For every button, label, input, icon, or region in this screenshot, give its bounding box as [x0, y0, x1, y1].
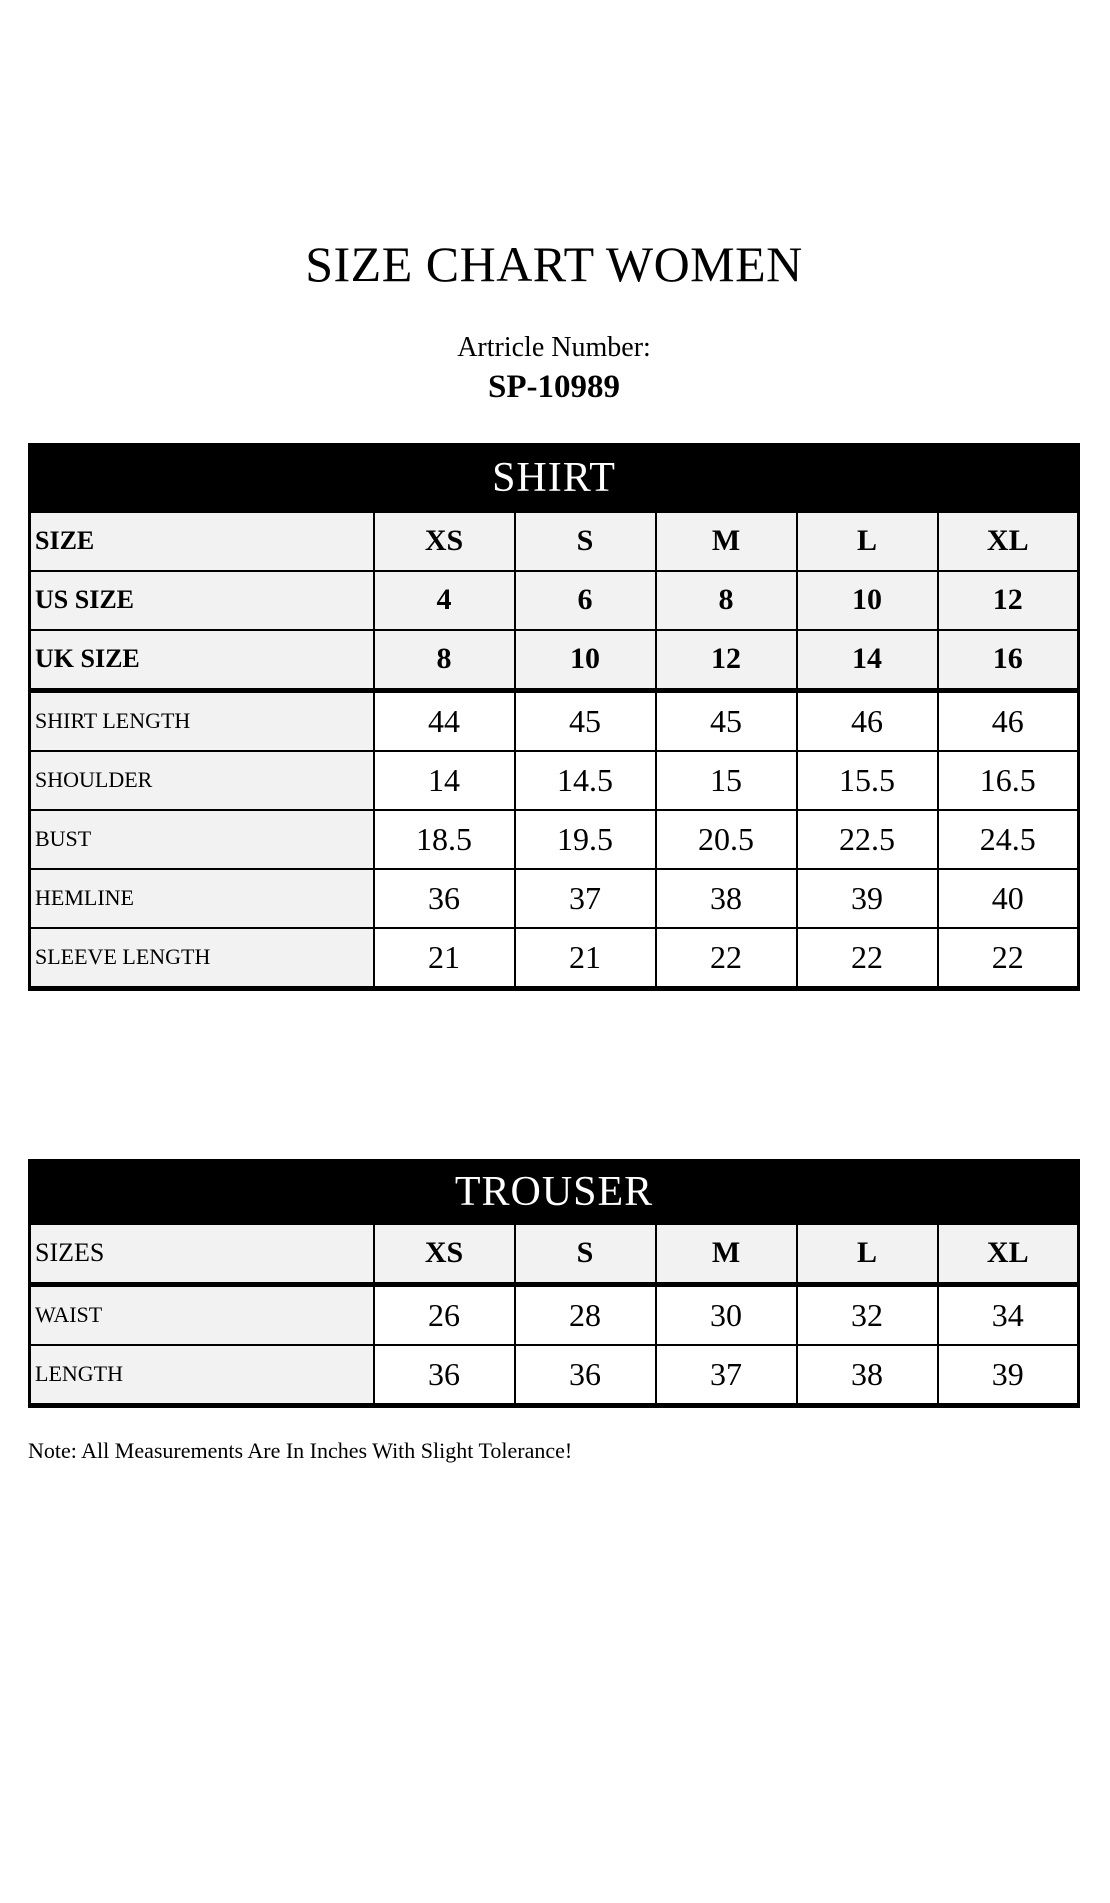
row-label: SIZES — [30, 1223, 374, 1284]
value-cell: 37 — [656, 1345, 797, 1406]
value-cell: XS — [374, 1223, 515, 1284]
row-label: SLEEVE LENGTH — [30, 928, 374, 989]
value-cell: 15.5 — [797, 751, 938, 810]
row-label: SHOULDER — [30, 751, 374, 810]
row-label: WAIST — [30, 1284, 374, 1345]
value-cell: 8 — [656, 571, 797, 630]
value-cell: 32 — [797, 1284, 938, 1345]
value-cell: 37 — [515, 869, 656, 928]
value-cell: 30 — [656, 1284, 797, 1345]
value-cell: 24.5 — [938, 810, 1079, 869]
shirt-size-table — [28, 443, 1080, 991]
page-title: SIZE CHART WOMEN — [305, 236, 803, 292]
value-cell: 22 — [656, 928, 797, 989]
value-cell: 28 — [515, 1284, 656, 1345]
value-cell: XL — [938, 511, 1079, 571]
value-cell: 45 — [515, 690, 656, 751]
row-label: SHIRT LENGTH — [30, 690, 374, 751]
table-row — [30, 1345, 1079, 1406]
value-cell: 4 — [374, 571, 515, 630]
value-cell: 20.5 — [656, 810, 797, 869]
value-cell: 14.5 — [515, 751, 656, 810]
value-cell: 36 — [374, 869, 515, 928]
value-cell: 15 — [656, 751, 797, 810]
value-cell: 36 — [374, 1345, 515, 1406]
value-cell: 21 — [515, 928, 656, 989]
value-cell: 14 — [374, 751, 515, 810]
trouser-size-table — [28, 1159, 1080, 1408]
value-cell: M — [656, 1223, 797, 1284]
value-cell: S — [515, 1223, 656, 1284]
value-cell: 16 — [938, 630, 1079, 691]
value-cell: 26 — [374, 1284, 515, 1345]
value-cell: 12 — [938, 571, 1079, 630]
row-label: US SIZE — [30, 571, 374, 630]
value-cell: 22 — [938, 928, 1079, 989]
row-label: BUST — [30, 810, 374, 869]
value-cell: 36 — [515, 1345, 656, 1406]
table-header-band — [30, 1160, 1079, 1223]
table-row — [30, 511, 1079, 571]
table-row — [30, 571, 1079, 630]
article-number-label: Artricle Number: — [457, 331, 651, 363]
row-label: UK SIZE — [30, 630, 374, 691]
value-cell: 34 — [938, 1284, 1079, 1345]
value-cell: 39 — [797, 869, 938, 928]
value-cell: 45 — [656, 690, 797, 751]
table-header-band — [30, 444, 1079, 511]
value-cell: M — [656, 511, 797, 571]
value-cell: 40 — [938, 869, 1079, 928]
value-cell: 10 — [797, 571, 938, 630]
value-cell: 44 — [374, 690, 515, 751]
table-row — [30, 630, 1079, 691]
table-title: SHIRT — [30, 444, 1079, 511]
value-cell: 18.5 — [374, 810, 515, 869]
value-cell: 19.5 — [515, 810, 656, 869]
measurement-note: Note: All Measurements Are In Inches With Slight Tolerance! — [28, 1437, 573, 1463]
value-cell: 39 — [938, 1345, 1079, 1406]
value-cell: 22.5 — [797, 810, 938, 869]
value-cell: 10 — [515, 630, 656, 691]
row-label: LENGTH — [30, 1345, 374, 1406]
row-label: HEMLINE — [30, 869, 374, 928]
value-cell: 22 — [797, 928, 938, 989]
document-body — [28, 238, 1080, 1464]
value-cell: 6 — [515, 571, 656, 630]
value-cell: S — [515, 511, 656, 571]
table-title: TROUSER — [30, 1160, 1079, 1223]
row-label: SIZE — [30, 511, 374, 571]
value-cell: XS — [374, 511, 515, 571]
value-cell: 46 — [938, 690, 1079, 751]
table-row — [30, 751, 1079, 810]
table-row — [30, 869, 1079, 928]
value-cell: 38 — [797, 1345, 938, 1406]
value-cell: 14 — [797, 630, 938, 691]
table-row — [30, 690, 1079, 751]
table-row — [30, 928, 1079, 989]
value-cell: 16.5 — [938, 751, 1079, 810]
value-cell: L — [797, 1223, 938, 1284]
value-cell: 46 — [797, 690, 938, 751]
value-cell: 21 — [374, 928, 515, 989]
table-row — [30, 1284, 1079, 1345]
value-cell: L — [797, 511, 938, 571]
value-cell: 8 — [374, 630, 515, 691]
value-cell: 38 — [656, 869, 797, 928]
value-cell: 12 — [656, 630, 797, 691]
table-row — [30, 810, 1079, 869]
value-cell: XL — [938, 1223, 1079, 1284]
table-row — [30, 1223, 1079, 1284]
article-number-value: SP-10989 — [488, 369, 620, 406]
